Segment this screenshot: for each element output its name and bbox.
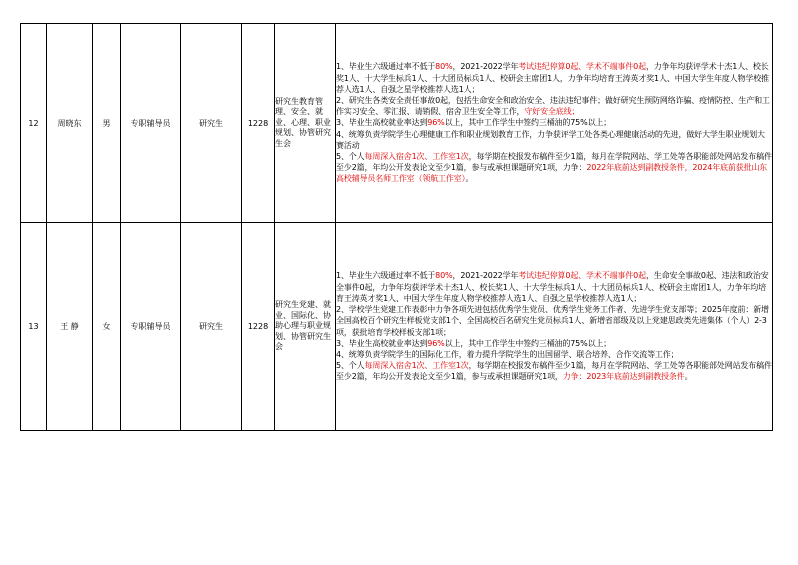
requirement-4: 4、统筹负责学院学生的国际化工作，着力提升学院学生的出国留学、联合培养、合作交流等工作； <box>336 349 679 359</box>
row-index: 13 <box>21 223 47 431</box>
gender: 男 <box>93 24 121 223</box>
requirement-5: 5、个人每周深入宿舍1次、工作室1次，每学期在校报发布稿件至少1篇，每月在学院网站、学工处等各职能部处网站发布稿件至少2篇，年均公开发表论文至少1篇，参与或承担课题研究1项，力争：2022年底前达到副教授条件，2024年底前获批山东高校辅导员名师工作室（领航工作室）。 <box>336 152 772 184</box>
code: 1228 <box>242 24 275 223</box>
requirement-2: 2、研究生各类安全责任事故0起，包括生命安全和政治安全、违法违纪事件；做好研究生预防网络诈骗、疫情防控、生产和工作实习安全、零汇报、请销假、宿舍卫生安全等工作，守好安全底线； <box>336 95 770 117</box>
staff-name: 王 静 <box>47 223 93 431</box>
table-row <box>21 223 773 431</box>
education: 研究生 <box>181 223 242 431</box>
row-index: 12 <box>21 24 47 223</box>
requirement-1: 1、毕业生六级通过率不低于80%，2021-2022学年考试违纪停算0起、学术不端事件0起，生命安全事故0起、违法和政治安全事件0起，力争年均获评学术十杰1人、校长奖1人、十大学生标兵1人、十大团员标兵1人、校研会主席团1人，力争年均培育王涛英才奖1人、中国大学生年度人物学校推荐人选1人、自强之星学校推荐人选1人； <box>336 271 769 303</box>
personnel-table <box>20 23 773 431</box>
requirement-2: 2、学校学生党建工作表彰中力争各项先进包括优秀学生党员、优秀学生党务工作者、先进学生党支部等；2025年度前：新增全国高校百个研究生样板党支部1个、全国高校百名研究生党员标兵1人、新增省部级及以上党建思政类先进集体（个人）2-3项，获批培育学校样板支部1项； <box>336 305 769 337</box>
table-row <box>21 24 773 223</box>
gender: 女 <box>93 223 121 431</box>
requirements <box>336 223 773 431</box>
requirements <box>336 24 773 223</box>
requirement-4: 4、统筹负责学院学生心理健康工作和职业规划教育工作，力争获评学工处各类心理健康活动的先进，做好大学生职业规划大赛活动 <box>336 129 765 150</box>
position: 专职辅导员 <box>121 223 181 431</box>
requirement-1: 1、毕业生六级通过率不低于80%，2021-2022学年考试违纪停算0起、学术不端事件0起，力争年均获评学术十杰1人、校长奖1人、十大学生标兵1人、十大团员标兵1人、校研会主席团1人，力争年均培育王涛英才奖1人、中国大学生年度人物学校推荐人选1人、自强之星学校推荐人选1人； <box>336 62 769 94</box>
position: 专职辅导员 <box>121 24 181 223</box>
duties: 研究生教育管理、安全、就业、心理、职业规划、协管研究生会 <box>275 24 336 223</box>
staff-name: 周晓东 <box>47 24 93 223</box>
code: 1228 <box>242 223 275 431</box>
requirement-3: 3、毕业生高校就业率达到96%以上，其中工作学生中签约三桶油的75%以上； <box>336 118 612 128</box>
requirement-5: 5、个人每周深入宿舍1次、工作室1次，每学期在校报发布稿件至少1篇，每月在学院网站、学工处等各职能部处网站发布稿件至少2篇，年均公开发表论文至少1篇，参与或承担课题研究1项，力争：2023年底前达到副教授条件。 <box>336 361 772 382</box>
education: 研究生 <box>181 24 242 223</box>
requirement-3: 3、毕业生高校就业率达到96%以上，其中工作学生中签约三桶油的75%以上； <box>336 338 612 348</box>
duties: 研究生党建、就业、国际化、协助心理与职业规划、协管研究生会 <box>275 223 336 431</box>
